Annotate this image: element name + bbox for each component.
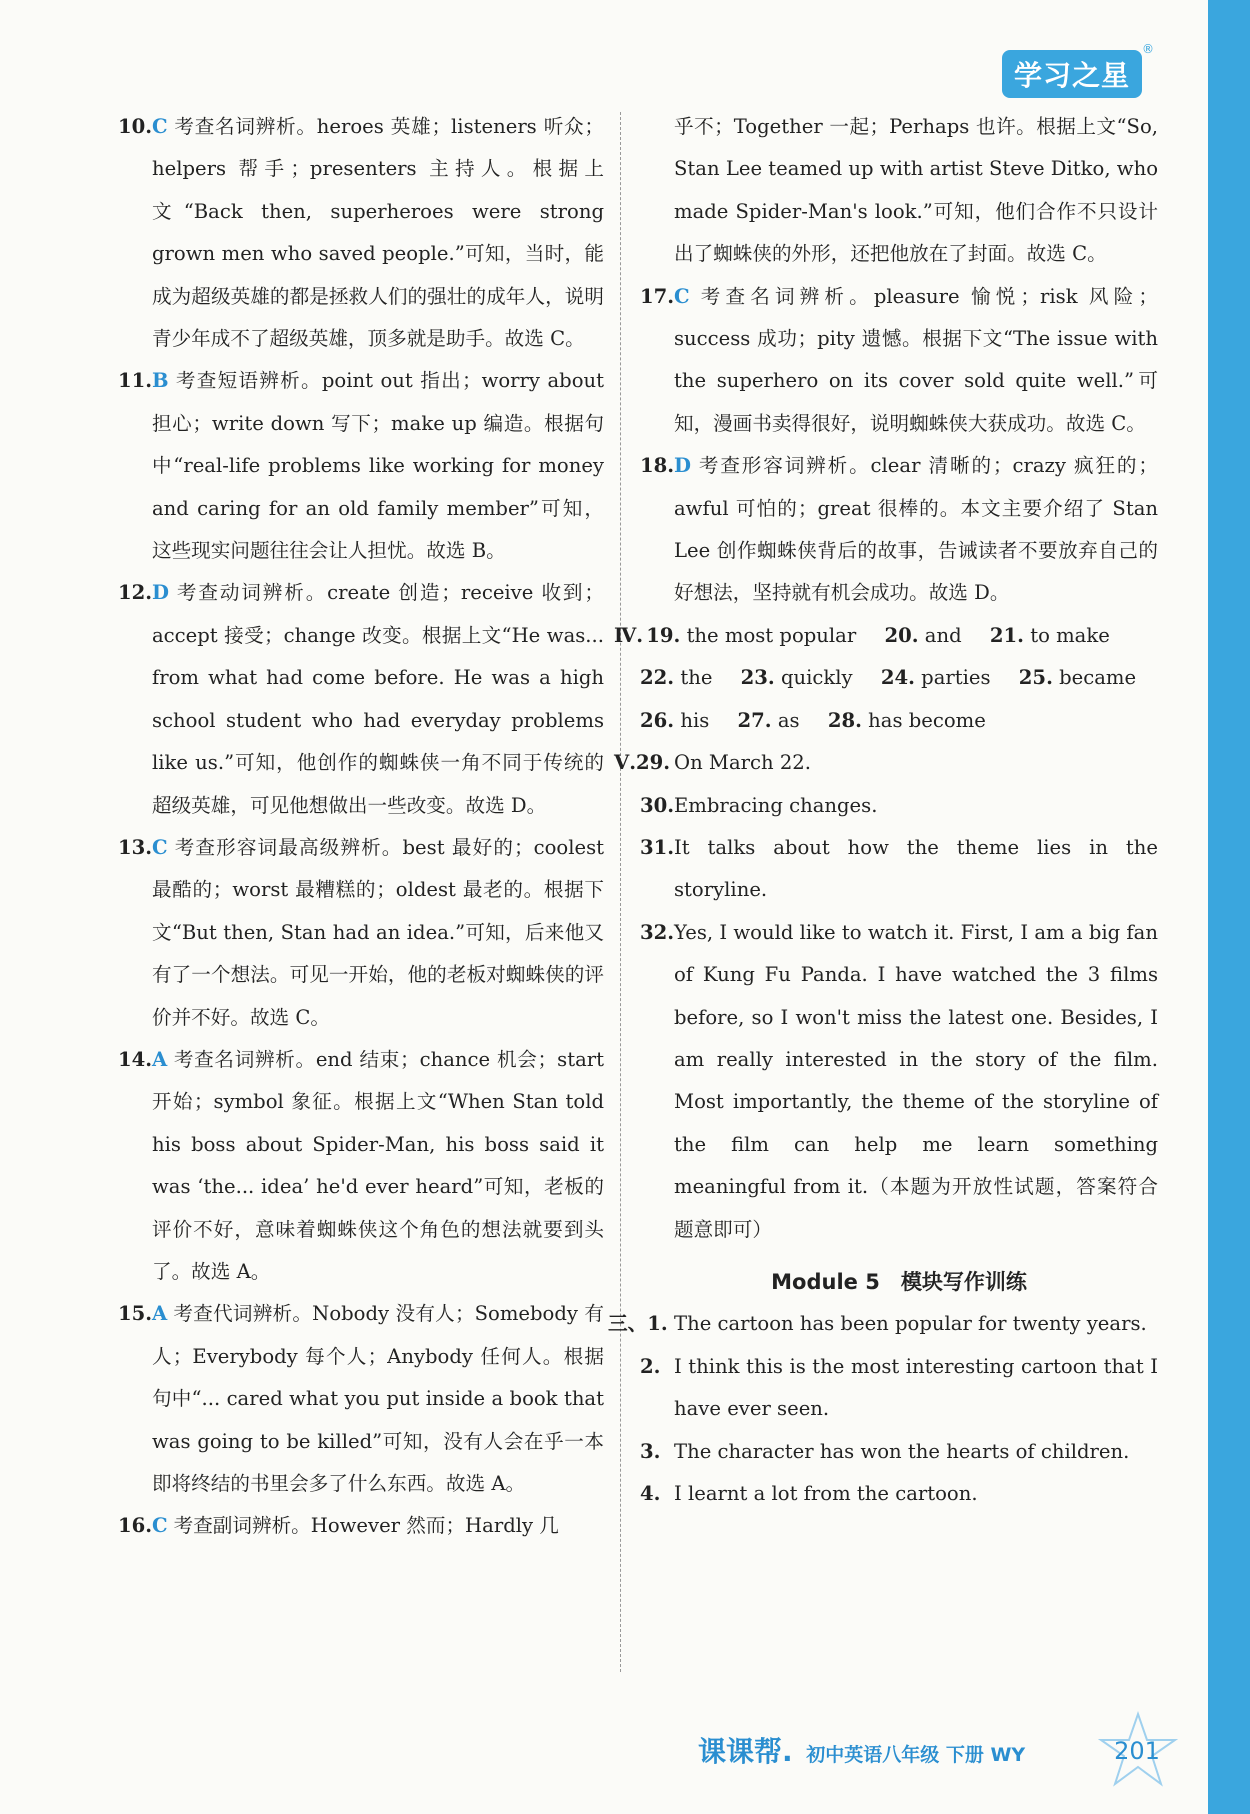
answer-item: [118, 106, 604, 360]
answer-letter: B: [152, 369, 169, 393]
answer-text: I learnt a lot from the cartoon.: [674, 1482, 978, 1505]
answer-item: [118, 360, 604, 572]
page-footer: [698, 1730, 1025, 1770]
item-explanation: 考查副词辨析。However 然而；Hardly 几: [173, 1514, 559, 1538]
answer-item: [118, 1293, 604, 1505]
blank-number: 26.: [640, 708, 675, 732]
item-explanation: 考查动词辨析。create 创造；receive 收到；accept 接受；change 改变。根据上文“He was... from what had come before. He was a high school student who had everyday problems like us.”可知，他创作的蜘蛛侠一角不同于传统的超级英雄，可见他想做出一些改变。故选 D。: [152, 581, 604, 817]
item-number: 16.: [118, 1514, 153, 1538]
blank-answer: became: [1059, 666, 1137, 690]
blank-answer: as: [777, 708, 800, 732]
blank-answer: to make: [1030, 623, 1110, 647]
section-roman-v: Ⅴ.: [614, 751, 637, 775]
item-explanation: 考查名词辨析。pleasure 愉悦；risk 风险；success 成功；pity 遗憾。根据下文“The issue with the superhero on its cover sold quite well.”可知，漫画书卖得很好，说明蜘蛛侠大获成功。故选 C。: [674, 284, 1158, 435]
item-explanation: 考查名词辨析。heroes 英雄；listeners 听众；helpers 帮手；presenters 主持人。根据上文“Back then, superheroes were strong grown men who saved people.”可知，当时，能成为超级英雄的都是拯救人们的强壮的成年人，说明青少年成不了超级英雄，顶多就是助手。故选 C。: [152, 115, 604, 351]
item-number: 30.: [640, 793, 675, 817]
section-iv-row: Ⅳ. 19. the most popular 20. and 21. to make: [614, 623, 1110, 647]
answer-letter: D: [152, 581, 169, 605]
answer-text: On March 22.: [674, 751, 812, 775]
item-number: 15.: [118, 1302, 153, 1326]
section-mark: 三、: [608, 1312, 648, 1336]
answer-item: [118, 827, 604, 1039]
item-number: 18.: [640, 454, 675, 478]
item-number: [608, 1303, 668, 1345]
answer-letter: A: [152, 1302, 168, 1326]
item-number: 10.: [118, 115, 153, 138]
item-number: 32.: [640, 920, 675, 944]
answer-item: [640, 445, 1158, 615]
reading-answer: [640, 827, 1158, 912]
item-number: 3.: [640, 1439, 661, 1463]
blank-answer: his: [680, 708, 710, 732]
blank-number: 19.: [646, 623, 681, 647]
item-explanation: 考查短语辨析。point out 指出；worry about 担心；write down 写下；make up 编造。根据句中“real-life problems like working for money and caring for an old family member”可知，这些现实问题往往会让人担忧。故选 B。: [152, 369, 604, 563]
answer-item: [118, 1039, 604, 1293]
footer-brand: 课课帮.: [698, 1735, 793, 1768]
blank-number: 21.: [989, 623, 1024, 647]
writing-answer: [608, 1303, 1158, 1345]
answer-letter: D: [674, 454, 691, 478]
blank-answer: quickly: [780, 666, 853, 690]
item-number: [614, 742, 671, 784]
blank-number: 20.: [884, 623, 919, 647]
item-number: 12.: [118, 581, 153, 605]
item-explanation: 考查形容词辨析。clear 清晰的；crazy 疯狂的；awful 可怕的；great 很棒的。本文主要介绍了 Stan Lee 创作蜘蛛侠背后的故事，告诫读者不要放弃自己的好想法，坚持就有机会成功。故选 D。: [674, 454, 1158, 605]
answer-letter: C: [152, 115, 168, 138]
blank-number: 27.: [737, 708, 772, 732]
answer-text: The character has won the hearts of children.: [674, 1439, 1130, 1463]
answer-text: Yes, I would like to watch it. First, I am a big fan of Kung Fu Panda. I have watched the 3 films before, so I won't miss the latest one. Besides, I am really interested in the story of the film. Most importantly, the theme of the storyline of the film can help me learn something meaningful from it.（本题为开放性试题，答案符合题意即可）: [674, 920, 1158, 1241]
blank-number: 24.: [880, 666, 915, 690]
right-column: [608, 106, 1158, 1515]
blank-answer: and: [924, 623, 962, 647]
answer-letter: C: [152, 1514, 168, 1538]
writing-answer: [640, 1431, 1158, 1473]
page-number: 201: [1114, 1737, 1160, 1765]
item-explanation: 乎不；Together 一起；Perhaps 也许。根据上文“So, Stan Lee teamed up with artist Steve Ditko, who made Spider-Man's look.”可知，他们合作不只设计出了蜘蛛侠的外形，还把他放在了封面。故选 C。: [674, 115, 1158, 266]
answer-letter: C: [674, 284, 690, 308]
writing-answer: [640, 1473, 1158, 1515]
answer-letter: C: [152, 835, 168, 859]
blank-answer: the: [680, 666, 713, 690]
answer-text: I think this is the most interesting cartoon that I have ever seen.: [674, 1354, 1158, 1421]
item-number: 17.: [640, 284, 675, 308]
blank-number: 22.: [640, 666, 675, 690]
item-number: 11.: [118, 369, 153, 393]
blank-answer: the most popular: [686, 623, 857, 647]
blank-number: 25.: [1018, 666, 1053, 690]
writing-answer: [640, 1346, 1158, 1431]
blank-number: 28.: [827, 708, 862, 732]
registered-mark: ®: [1142, 42, 1154, 56]
answer-item: [640, 276, 1158, 446]
section-iv-row: [640, 657, 1158, 699]
answer-letter: A: [152, 1047, 168, 1071]
section-iv-row: [640, 700, 1158, 742]
item-explanation: 考查名词辨析。end 结束；chance 机会；start 开始；symbol 象征。根据上文“When Stan told his boss about Spider-Man, his boss said it was ‘the... idea’ he'd ever heard”可知，老板的评价不好，意味着蜘蛛侠这个角色的想法就要到头了。故选 A。: [152, 1047, 604, 1283]
item-number: 14.: [118, 1047, 153, 1071]
answer-text: The cartoon has been popular for twenty years.: [674, 1312, 1147, 1336]
item-number: 31.: [640, 835, 675, 859]
item-number: 4.: [640, 1482, 661, 1505]
side-color-strip: [1208, 0, 1250, 1814]
module-heading: Module 5 模块写作训练: [771, 1269, 1027, 1294]
reading-answer: [640, 912, 1158, 1251]
answer-item-continued: [640, 106, 1158, 276]
item-explanation: 考查形容词最高级辨析。best 最好的；coolest 最酷的；worst 最糟糕的；oldest 最老的。根据下文“But then, Stan had an idea.”可知，后来他又有了一个想法。可见一开始，他的老板对蜘蛛侠的评价并不好。故选 C。: [152, 835, 604, 1029]
footer-book-title: 初中英语八年级 下册 WY: [806, 1744, 1026, 1766]
blank-number: 23.: [740, 666, 775, 690]
column-divider: [620, 112, 621, 1672]
answer-item: [118, 572, 604, 826]
answer-text: It talks about how the theme lies in the storyline.: [674, 835, 1158, 902]
reading-answer: [614, 742, 1158, 784]
reading-answer: [640, 785, 1158, 827]
item-number: 13.: [118, 835, 153, 859]
item-explanation: 考查代词辨析。Nobody 没有人；Somebody 有人；Everybody 每个人；Anybody 任何人。根据句中“... cared what you put inside a book that was going to be killed”可知，没有人会在乎一本即将终结的书里会多了什么东西。故选 A。: [152, 1302, 604, 1495]
answer-item: [118, 1505, 604, 1547]
item-number: 2.: [640, 1354, 661, 1378]
item-number-text: 29.: [636, 751, 671, 775]
left-column: [118, 106, 604, 1548]
publisher-logo: 学习之星: [1002, 50, 1142, 98]
blank-answer: parties: [921, 666, 991, 690]
item-number-text: 1.: [647, 1312, 668, 1336]
blank-answer: has become: [868, 708, 986, 732]
answer-text: Embracing changes.: [674, 793, 878, 817]
